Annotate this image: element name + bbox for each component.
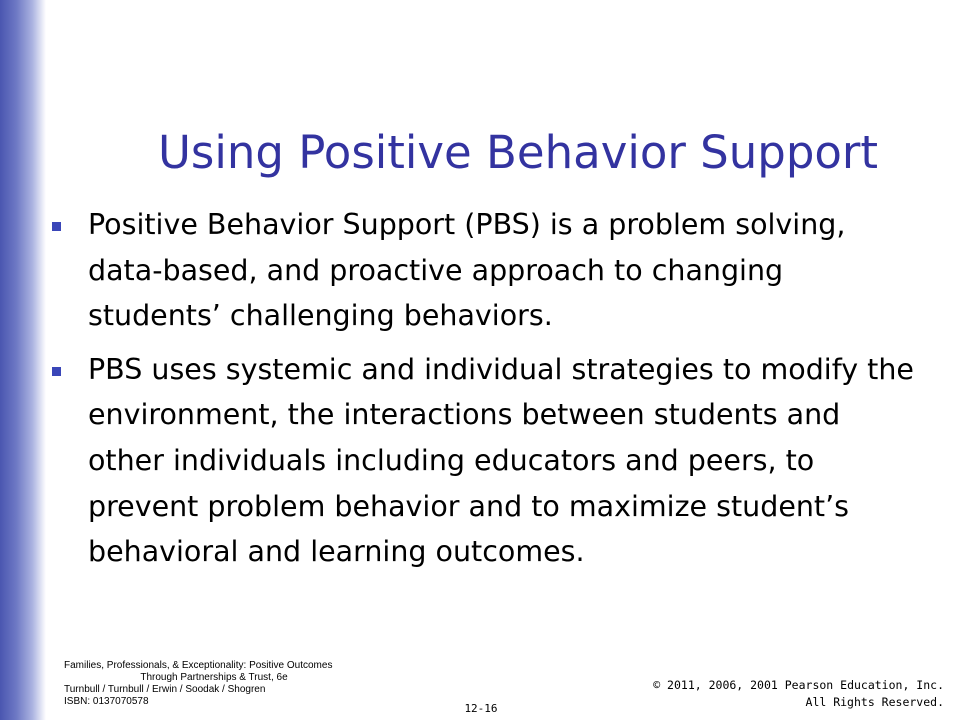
book-isbn: ISBN: 0137070578 [64, 696, 149, 707]
copyright-line-2: All Rights Reserved. [805, 695, 944, 709]
bullet-text: Positive Behavior Support (PBS) is a problem solving, data-based, and proactive approach to changing students’ challenging behaviors. [88, 208, 846, 333]
page-number: 12-16 [464, 702, 498, 715]
bullet-item [52, 202, 922, 339]
slide-title: Using Positive Behavior Support [158, 126, 879, 179]
bullet-list [52, 202, 922, 583]
decorative-side-bar [0, 0, 46, 720]
copyright-notice [653, 677, 944, 711]
book-citation [64, 660, 364, 708]
square-bullet-icon [52, 367, 61, 376]
book-title-line-2: Through Partnerships & Trust, 6e [140, 672, 288, 683]
book-title-line-1: Families, Professionals, & Exceptionality: Positive Outcomes [64, 660, 333, 671]
square-bullet-icon [52, 222, 61, 231]
book-authors: Turnbull / Turnbull / Erwin / Soodak / Shogren [64, 684, 266, 695]
copyright-line-1: © 2011, 2006, 2001 Pearson Education, Inc. [653, 678, 944, 692]
bullet-text: PBS uses systemic and individual strategies to modify the environment, the interactions between students and other individuals including educators and peers, to prevent problem behavior and to maximize student’s behavioral and learning outcomes. [88, 352, 914, 569]
bullet-item [52, 347, 922, 575]
